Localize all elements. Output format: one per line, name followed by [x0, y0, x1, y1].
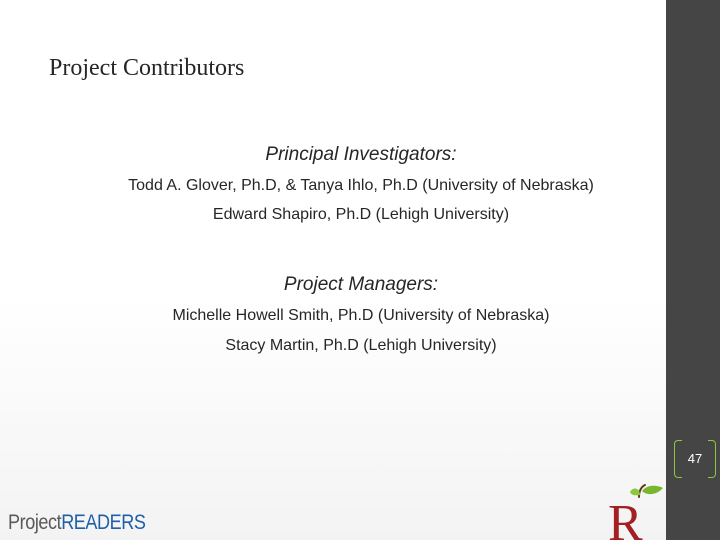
project-manager-line-2: Stacy Martin, Ph.D (Lehigh University): [225, 337, 497, 354]
principal-investigator-line-1: Todd A. Glover, Ph.D, & Tanya Ihlo, Ph.D (University of Nebraska): [128, 177, 594, 194]
project-readers-logo: [8, 511, 146, 535]
slide-number-badge: [674, 440, 716, 478]
principal-investigators-heading: Principal Investigators:: [265, 144, 457, 165]
project-managers-heading: Project Managers:: [283, 274, 439, 295]
principal-investigator-line-2: Edward Shapiro, Ph.D (Lehigh University): [212, 206, 510, 223]
r-apple-logo-icon: [608, 480, 668, 540]
slide-number: 47: [687, 451, 703, 466]
slide-title: Project Contributors: [49, 55, 245, 81]
r-logo-letter: R: [608, 495, 643, 540]
logo-text-project: Project: [8, 511, 62, 534]
logo-text-readers: READERS: [61, 511, 146, 534]
project-manager-line-1: Michelle Howell Smith, Ph.D (University of Nebraska): [172, 307, 550, 324]
right-bracket-icon: [708, 440, 716, 478]
